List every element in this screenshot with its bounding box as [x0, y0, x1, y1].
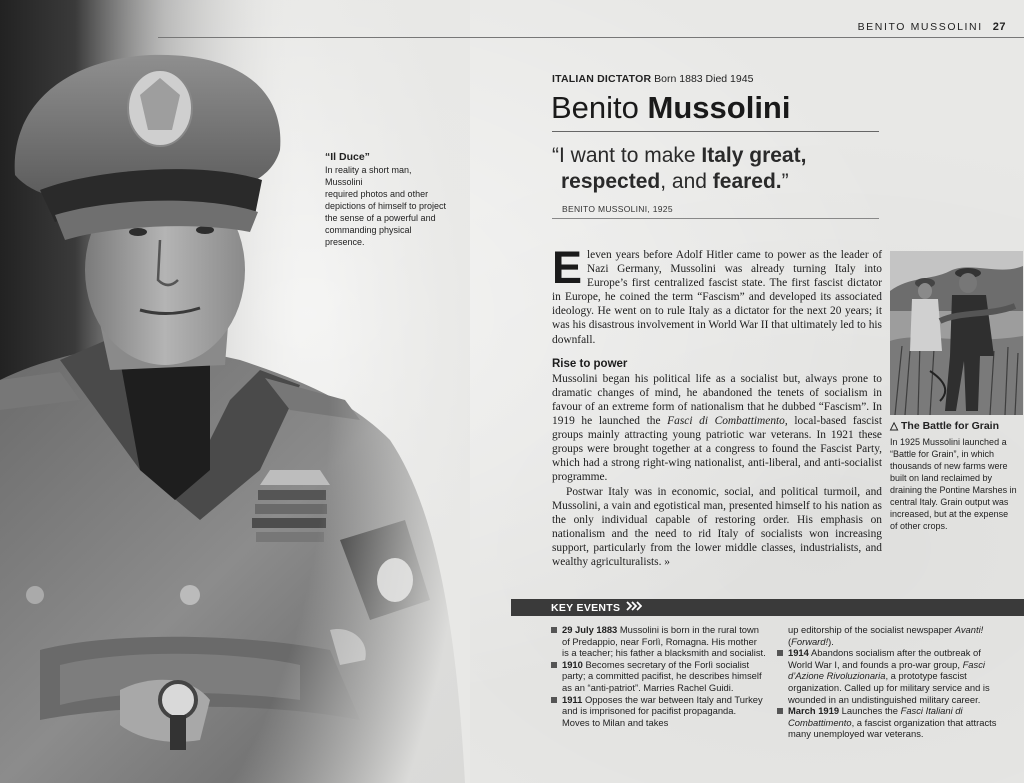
key-event-continuation — [777, 624, 1002, 647]
intro-text: leven years before Adolf Hitler came to power as the leader of Nazi Germany, Mussolini was already turning Italy into Europe’s first centralized fascist state. The first fascist dictator in Europe, he coined the term “Fascism” and developed its associated ideology. He went on to rule Italy as a dictator for the next 20 years; it was his disastrous involvement in World War II that ultimately led to his downfall. — [552, 249, 882, 346]
caption-line: commanding physical presence. — [325, 225, 412, 247]
event-italic: Fasci d’Azione Rivoluzionaria — [788, 658, 985, 682]
paragraph-3: Postwar Italy was in economic, social, and political turmoil, and Mussolini, a vain and egotistical man, presented himself to his nation as the only individual capable of restoring order. His emphasis on nationalism and the need to rid Italy of socialists won increasing support, particularly from the lower middle classes, industrialists, and wealthy agriculturalists. » — [552, 485, 882, 568]
side-caption-body: In 1925 Mussolini launched a “Battle for Grain”, in which thousands of new farms were built on land reclaimed by draining the Pontine Marshes in central Italy. Grain output was increased, but at the expense of other crops. — [890, 437, 1017, 531]
key-events-header — [511, 599, 1024, 616]
quote-part: , and — [660, 170, 713, 193]
event-text: Launches the — [839, 705, 901, 717]
event-italic: Fasci Italiani di Combattimento — [788, 705, 963, 728]
battle-for-grain-photo — [890, 251, 1023, 415]
title-rule — [552, 131, 879, 132]
kicker-dates: Born 1883 Died 1945 — [654, 73, 754, 85]
quote-emphasis: Italy great, — [701, 144, 807, 167]
key-events-left-column — [551, 624, 766, 728]
event-text: Mussolini is born in the rural town of Predappio, near Forlì, Romagna. His mother is a teacher; his father a blacksmith and socialist. — [562, 624, 766, 659]
event-date: March 1919 — [788, 705, 840, 717]
quote-emphasis: respected — [561, 170, 661, 193]
paragraph-text: Mussolini began his political life as a socialist but, always prone to dramatic changes of mind, he abandoned the tenets of socialism in favour of an extreme form of nationalism that he dubbed “Fascism”. In 1919 he launched the — [552, 372, 882, 428]
subhead-rise-to-power: Rise to power — [552, 357, 628, 370]
event-date: 1910 — [562, 658, 583, 670]
page-number: 27 — [992, 21, 1006, 33]
key-event-item — [777, 705, 1002, 740]
event-date: 1914 — [788, 647, 809, 659]
pull-quote — [552, 143, 882, 195]
key-event-item — [777, 647, 1002, 705]
drop-cap: E — [552, 242, 583, 293]
body-text — [552, 242, 883, 569]
event-italic: Forward! — [791, 635, 829, 647]
paragraph-text: , local-based fascist groups mainly attracting young patriotic war veterans. In 1921 these groups were brought together at a congress to found the Fascist Party, which had a strong right-wing nationalist, anti-liberal, and anti-socialist programme. — [552, 415, 883, 484]
page-title — [551, 90, 790, 126]
running-title: BENITO MUSSOLINI — [857, 21, 983, 33]
portrait-photo — [0, 0, 470, 783]
event-text: , a prototype fascist organization. Called up for military service and is wounded in an undistinguished military career. — [788, 670, 990, 705]
quote-line-2 — [552, 169, 882, 195]
event-text: ( — [788, 635, 792, 647]
header-rule — [158, 37, 1024, 38]
title-first-name: Benito — [551, 90, 639, 125]
event-text: up editorship of the socialist newspaper — [788, 624, 955, 635]
event-date: 1911 — [562, 693, 583, 705]
kicker-label: ITALIAN DICTATOR — [552, 73, 652, 85]
chevron-right-icon — [626, 601, 642, 614]
bullet-square-icon — [551, 627, 557, 633]
portrait-caption — [325, 151, 450, 248]
bullet-square-icon — [551, 697, 557, 703]
side-caption-title: △ The Battle for Grain — [890, 420, 1000, 432]
event-text: Opposes the war between Italy and Turkey and is imprisoned for pacifist propaganda. Moves to Milan and takes — [562, 693, 763, 728]
bullet-square-icon — [551, 662, 557, 668]
event-text: ). — [828, 635, 834, 647]
key-event-item — [551, 659, 766, 694]
key-events-title: KEY EVENTS — [551, 601, 621, 614]
key-event-item — [551, 694, 766, 729]
title-last-name: Mussolini — [647, 90, 791, 125]
portrait-caption-body — [325, 164, 450, 248]
side-photo-caption — [890, 420, 1018, 532]
kicker — [552, 73, 753, 85]
quote-emphasis: feared. — [712, 170, 782, 193]
quote-rule — [552, 218, 879, 219]
event-date: 29 July 1883 — [562, 624, 618, 635]
quote-part: ” — [781, 170, 789, 193]
quote-attribution: BENITO MUSSOLINI, 1925 — [562, 204, 673, 214]
key-event-item — [551, 624, 766, 659]
quote-part: “I want to make — [552, 144, 702, 167]
event-text: Becomes secretary of the Forlì socialist party; a committed pacifist, he describes himself as an “anti-patriot”. Marries Rachel Guidi. — [562, 658, 762, 693]
caption-line: required photos and other — [325, 189, 429, 199]
running-header — [858, 21, 1006, 33]
intro-paragraph — [552, 242, 882, 347]
caption-line: In reality a short man, Mussolini — [325, 165, 412, 187]
paragraph-2 — [552, 372, 882, 485]
event-italic: Avanti! — [954, 624, 984, 635]
event-text: Abandons socialism after the outbreak of World War I, and founds a pro-war group, — [788, 647, 981, 670]
bullet-square-icon — [777, 650, 783, 656]
portrait-caption-title: “Il Duce” — [325, 151, 370, 163]
paragraph-italic: Fasci di Combattimento — [667, 415, 785, 428]
bullet-square-icon — [777, 708, 783, 714]
caption-line: the sense of a powerful and — [325, 213, 436, 223]
key-events-right-column — [777, 624, 1002, 740]
caption-line: depictions of himself to project — [325, 201, 447, 211]
event-text: , a fascist organization that attracts many unemployed war veterans. — [788, 716, 997, 740]
